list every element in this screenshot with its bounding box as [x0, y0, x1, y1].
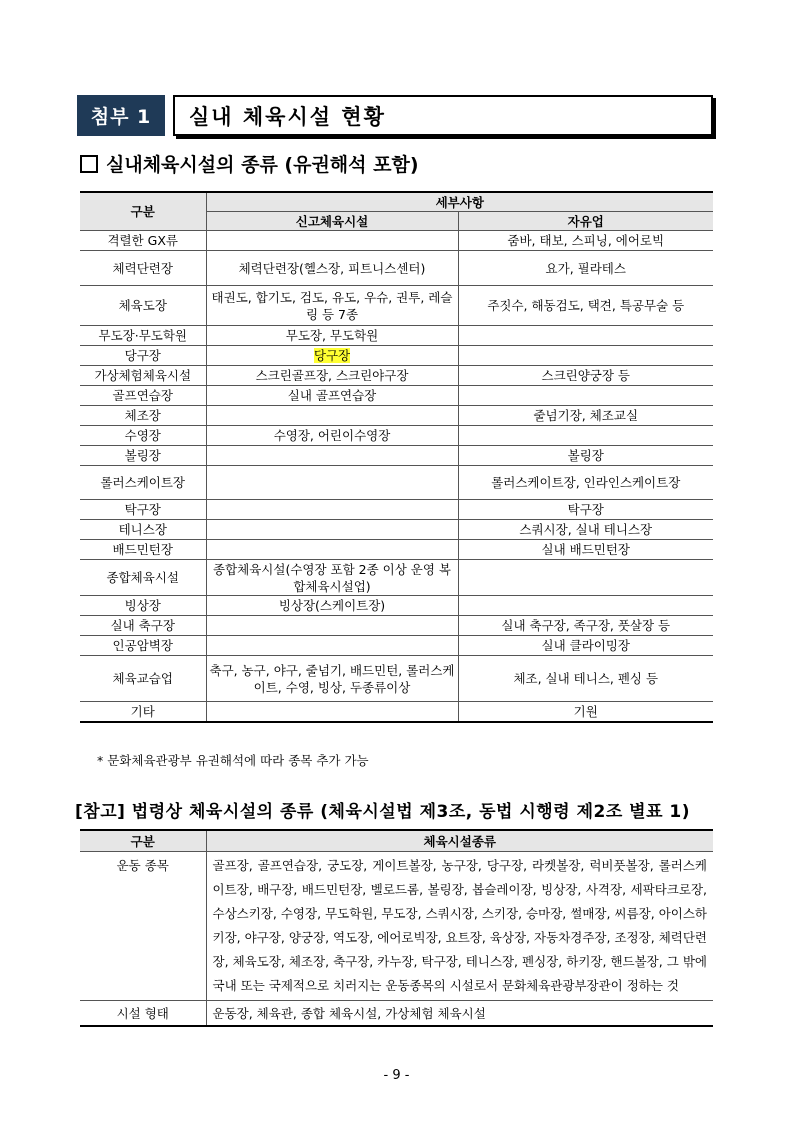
- cell-free: [458, 560, 713, 596]
- cell-reported: 실내 골프연습장: [206, 386, 458, 406]
- cell-category: 체육교습업: [80, 656, 206, 702]
- cell-reported: 축구, 농구, 야구, 줄넘기, 배드민턴, 롤러스케이트, 수영, 빙상, 두종류이상: [206, 656, 458, 702]
- cell-reported: 종합체육시설(수영장 포함 2종 이상 운영 복합체육시설업): [206, 560, 458, 596]
- cell-free: 실내 클라이밍장: [458, 636, 713, 656]
- table-row: [80, 446, 713, 466]
- cell-category: 기타: [80, 702, 206, 723]
- cell-free: [458, 596, 713, 616]
- cell-sports-list: 골프장, 골프연습장, 궁도장, 게이트볼장, 농구장, 당구장, 라켓볼장, 럭비풋볼장, 롤러스케이트장, 배구장, 배드민턴장, 벨로드롬, 볼링장, 봅슬레이장, 빙상장, 사격장, 세팍타크로장, 수상스키장, 수영장, 무도학원, 무도장, 스쿼시장, 스키장, 승마장, 썰매장, 씨름장, 아이스하키장, 야구장, 양궁장, 역도장, 에어로빅장, 요트장, 육상장, 자동차경주장, 조정장, 체력단련장, 체육도장, 체조장, 축구장, 카누장, 탁구장, 테니스장, 펜싱장, 하키장, 핸드볼장, 그 밖에 국내 또는 국제적으로 치러지는 운동종목의 시설로서 문화체육관광부장관이 정하는 것: [206, 852, 713, 1001]
- cell-free: 기원: [458, 702, 713, 723]
- cell-category: 배드민턴장: [80, 540, 206, 560]
- cell-category: 골프연습장: [80, 386, 206, 406]
- table-row: [80, 520, 713, 540]
- table-row: [80, 656, 713, 702]
- cell-category: 테니스장: [80, 520, 206, 540]
- cell-free: 줌바, 태보, 스피닝, 에어로빅: [458, 231, 713, 251]
- table-row: [80, 346, 713, 366]
- table-row: [80, 852, 713, 1001]
- footnote: * 문화체육관광부 유권해석에 따라 종목 추가 가능: [97, 753, 369, 768]
- cell-reported: 빙상장(스케이트장): [206, 596, 458, 616]
- cell-category: 실내 축구장: [80, 616, 206, 636]
- cell-form-label: 시설 형태: [80, 1001, 206, 1027]
- cell-reported: [206, 446, 458, 466]
- cell-category: 체조장: [80, 406, 206, 426]
- attachment-badge: 첨부 1: [77, 95, 165, 136]
- table-row: [80, 596, 713, 616]
- cell-free: 탁구장: [458, 500, 713, 520]
- cell-free: [458, 426, 713, 446]
- cell-form-text: 운동장, 체육관, 종합 체육시설, 가상체험 체육시설: [206, 1001, 713, 1027]
- cell-category: 체육도장: [80, 286, 206, 326]
- cell-category: 무도장·무도학원: [80, 326, 206, 346]
- table-row: [80, 386, 713, 406]
- table-row: [80, 636, 713, 656]
- cell-free: 요가, 필라테스: [458, 251, 713, 286]
- section2-heading: [참고] 법령상 체육시설의 종류 (체육시설법 제3조, 동법 시행령 제2조 별표 1): [75, 802, 691, 822]
- cell-reported: [206, 466, 458, 500]
- table-row: [80, 702, 713, 723]
- cell-free: 스크린양궁장 등: [458, 366, 713, 386]
- table-row: [80, 366, 713, 386]
- cell-category: 롤러스케이트장: [80, 466, 206, 500]
- table-row: [80, 251, 713, 286]
- cell-reported: [206, 702, 458, 723]
- cell-free: 스쿼시장, 실내 테니스장: [458, 520, 713, 540]
- table-row: [80, 231, 713, 251]
- cell-free: 볼링장: [458, 446, 713, 466]
- cell-category: 가상체험체육시설: [80, 366, 206, 386]
- header-category: 구분: [80, 830, 206, 852]
- cell-free: 줄넘기장, 체조교실: [458, 406, 713, 426]
- cell-category: 볼링장: [80, 446, 206, 466]
- cell-reported: [206, 540, 458, 560]
- table-row: [80, 616, 713, 636]
- cell-category: 격렬한 GX류: [80, 231, 206, 251]
- cell-category: 당구장: [80, 346, 206, 366]
- table-row: [80, 326, 713, 346]
- highlighted-text: 당구장: [313, 348, 351, 363]
- cell-sports-label: 운동 종목: [80, 852, 206, 1001]
- cell-reported: 수영장, 어린이수영장: [206, 426, 458, 446]
- section1-heading-text: 실내체육시설의 종류 (유권해석 포함): [106, 154, 419, 176]
- table-row: [80, 406, 713, 426]
- cell-category: 수영장: [80, 426, 206, 446]
- header-details: 세부사항: [206, 192, 713, 212]
- cell-category: 인공암벽장: [80, 636, 206, 656]
- table-row: [80, 286, 713, 326]
- cell-free: 체조, 실내 테니스, 펜싱 등: [458, 656, 713, 702]
- table-row: [80, 466, 713, 500]
- cell-category: 빙상장: [80, 596, 206, 616]
- cell-category: 체력단련장: [80, 251, 206, 286]
- cell-category: 탁구장: [80, 500, 206, 520]
- cell-reported: [206, 616, 458, 636]
- cell-category: 종합체육시설: [80, 560, 206, 596]
- page-title: 실내 체육시설 현황: [173, 95, 713, 136]
- indoor-facility-table: [80, 191, 713, 723]
- cell-free: 실내 축구장, 족구장, 풋살장 등: [458, 616, 713, 636]
- header-free: 자유업: [458, 212, 713, 231]
- cell-reported: 태권도, 합기도, 검도, 유도, 우슈, 권투, 레슬링 등 7종: [206, 286, 458, 326]
- cell-reported: [206, 500, 458, 520]
- header-reported: 신고체육시설: [206, 212, 458, 231]
- cell-free: 롤러스케이트장, 인라인스케이트장: [458, 466, 713, 500]
- legal-facility-table: [80, 829, 713, 1027]
- table-row: [80, 1001, 713, 1027]
- cell-free: 실내 배드민턴장: [458, 540, 713, 560]
- table-row: [80, 500, 713, 520]
- table-row: [80, 540, 713, 560]
- header-category: 구분: [80, 192, 206, 231]
- cell-reported: [206, 406, 458, 426]
- section1-heading: [80, 150, 419, 177]
- cell-free: [458, 346, 713, 366]
- cell-reported: 체력단련장(헬스장, 피트니스센터): [206, 251, 458, 286]
- title-bar: [77, 95, 713, 136]
- cell-reported: [206, 636, 458, 656]
- header-types: 체육시설종류: [206, 830, 713, 852]
- cell-reported: [206, 520, 458, 540]
- cell-reported: 스크린골프장, 스크린야구장: [206, 366, 458, 386]
- square-bullet-icon: [80, 155, 98, 173]
- page-number: - 9 -: [383, 1068, 410, 1083]
- cell-free: [458, 386, 713, 406]
- cell-reported: [206, 231, 458, 251]
- cell-reported: [206, 346, 458, 366]
- table-row: [80, 560, 713, 596]
- table-row: [80, 426, 713, 446]
- cell-free: [458, 326, 713, 346]
- cell-reported: 무도장, 무도학원: [206, 326, 458, 346]
- cell-free: 주짓수, 해동검도, 택견, 특공무술 등: [458, 286, 713, 326]
